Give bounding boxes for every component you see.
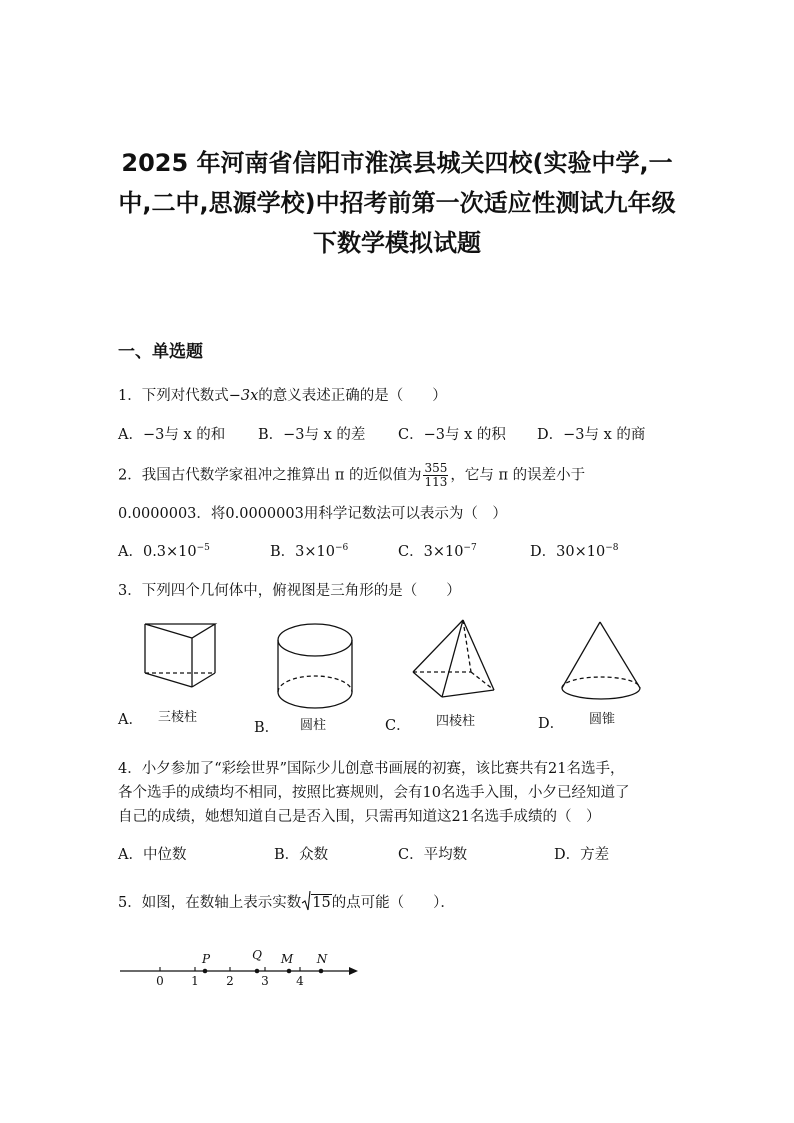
question-3: 3．下列四个几何体中，俯视图是三角形的是（ ） [118,583,461,599]
point-m-dot [287,969,292,974]
point-label-m: M [280,952,294,966]
q2-part1: 2．我国古代数学家祖冲之推算出 π 的近似值为 [118,467,422,484]
triangular-prism-figure [135,618,225,703]
q4-option-c[interactable]: C．平均数 [398,847,468,863]
cylinder-bottom-hidden-arc [278,676,352,692]
tick-label-3: 3 [261,974,269,988]
cylinder-figure [272,612,360,712]
q3-option-c-label[interactable]: C． [385,718,411,734]
q5-square-root [301,890,331,912]
cylinder-bottom-front-arc [278,692,352,708]
tick-label-4: 4 [296,974,304,988]
q3-option-a-label[interactable]: A． [118,712,143,728]
q2-option-b[interactable] [270,540,348,561]
q4-option-b[interactable]: B．众数 [274,847,329,863]
number-line-figure [115,945,365,990]
tick-label-1: 1 [191,974,199,988]
prism-bottom-right-edge [192,673,215,687]
page-title-line-1: 2025 年河南省信阳市淮滨县城关四校(实验中学,一 [121,149,673,177]
q2-option-a-base: A．0.3×10 [118,544,197,560]
q2-part2: ，它与 π 的误差小于 [450,467,586,484]
q2-option-a[interactable] [118,540,210,561]
point-n-dot [319,969,324,974]
q2-fraction [423,462,448,489]
q2-fraction-numerator: 355 [424,461,448,475]
point-label-q: Q [252,948,262,962]
q3-option-c-name: 四棱柱 [436,714,476,729]
question-4-line-3: 自己的成绩，她想知道自己是否入围，只需再知道这21名选手成绩的（ ） [118,809,601,825]
q2-option-d-exponent: −8 [605,543,619,553]
q2-option-c-base: C．3×10 [398,544,464,560]
tick-label-2: 2 [226,974,234,988]
q2-option-c[interactable] [398,540,477,561]
q3-option-a-name: 三棱柱 [158,710,198,725]
prism-bottom-left-edge [145,673,192,687]
point-p-dot [203,969,208,974]
q2-fraction-denominator: 113 [424,475,448,489]
q2-option-c-exponent: −7 [463,543,477,553]
question-1 [118,384,447,405]
question-2-line-2: 0.0000003．将0.0000003用科学记数法可以表示为（ ） [118,506,507,522]
radical-sign-icon [301,890,311,912]
q2-option-a-exponent: −5 [196,543,210,553]
pyramid-edge-right [463,620,494,690]
q3-option-d-label[interactable]: D． [538,716,565,732]
number-line-arrow-icon [349,967,358,975]
q2-option-b-base: B．3×10 [270,544,335,560]
q5-part1: 5．如图，在数轴上表示实数 [118,895,302,911]
q5-radicand: 15 [312,895,331,911]
q1-option-d[interactable]: D．−3与 x 的商 [537,427,646,443]
point-label-n: N [316,952,328,966]
pyramid-base-front-left [413,672,442,697]
question-5 [118,890,455,912]
page-title-line-3: 下数学模拟试题 [313,229,481,257]
q1-suffix: 的意义表述正确的是（ ） [258,388,447,404]
q4-option-a[interactable]: A．中位数 [118,847,187,863]
q1-option-b[interactable]: B．−3与 x 的差 [258,427,366,443]
q1-prefix: 1．下列对代数式 [118,388,229,404]
cone-right-slant [600,622,640,688]
q3-option-d-name: 圆锥 [589,712,616,727]
pyramid-base-front-right [442,690,494,697]
tick-label-0: 0 [156,974,164,988]
point-label-p: P [201,952,211,966]
question-4-line-1: 4．小夕参加了“彩绘世界”国际少儿创意书画展的初赛，该比赛共有21名选手， [118,761,625,777]
q1-option-a[interactable]: A．−3与 x 的和 [118,427,226,443]
cone-base-front-arc [562,688,640,699]
q1-expression: −3x [228,388,259,404]
q5-part2: 的点可能（ ）． [331,895,455,911]
cylinder-top-ellipse [278,624,352,656]
page-title-line-2: 中,二中,思源学校)中招考前第一次适应性测试九年级 [118,189,676,217]
cone-figure [558,618,648,704]
prism-top-face [145,624,215,638]
question-2-line-1 [118,462,585,489]
q3-option-b-label[interactable]: B． [254,720,280,736]
q2-option-d-base: D．30×10 [530,544,606,560]
q2-option-b-exponent: −6 [334,543,349,553]
question-4-line-2: 各个选手的成绩均不相同，按照比赛规则，会有10名选手入围，小夕已经知道了 [118,785,630,801]
q4-option-d[interactable]: D．方差 [554,847,610,863]
q1-option-c[interactable]: C．−3与 x 的积 [398,427,506,443]
q2-option-d[interactable] [530,540,618,561]
section-heading: 一、单选题 [118,342,203,362]
q3-option-b-name: 圆柱 [300,718,327,733]
cone-base-hidden-arc [562,677,640,688]
square-pyramid-figure [408,616,518,706]
point-q-dot [255,969,260,974]
